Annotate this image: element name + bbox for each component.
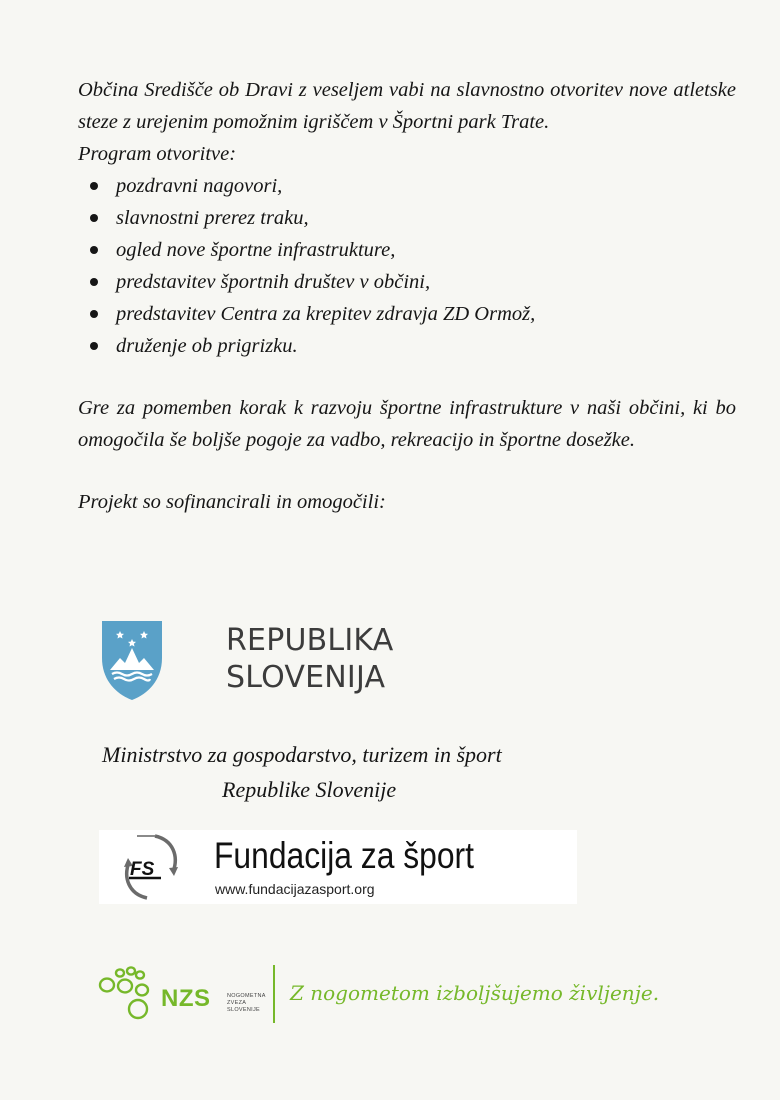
list-item: ogled nove športne infrastrukture, bbox=[78, 234, 736, 266]
fundacija-url: www.fundacijazasport.org bbox=[215, 881, 375, 897]
bullet-icon bbox=[90, 246, 98, 254]
sponsors-label: Projekt so sofinancirali in omogočili: bbox=[78, 491, 386, 513]
republika-slovenija-wordmark: REPUBLIKA SLOVENIJA bbox=[226, 623, 394, 695]
list-item: pozdravni nagovori, bbox=[78, 170, 736, 202]
fs-emblem-icon bbox=[121, 832, 181, 902]
nzs-letters: NZS bbox=[161, 985, 211, 1012]
ministry-name bbox=[100, 737, 540, 807]
ministry-line-1: Ministrstvo za gospodarstvo, turizem in šport bbox=[102, 742, 502, 767]
nzs-slogan: Z nogometom izboljšujemo življenje. bbox=[290, 981, 660, 1005]
divider bbox=[273, 965, 275, 1023]
bullet-icon bbox=[90, 214, 98, 222]
infrastructure-paragraph: Gre za pomemben korak k razvoju športne infrastrukture v naši občini, ki bo omogočila še boljše pogoje za vadbo, rekreacijo in športne dosežke. bbox=[78, 397, 736, 451]
fundacija-title: Fundacija za šport bbox=[214, 835, 475, 876]
bullet-icon bbox=[90, 310, 98, 318]
nzs-logo bbox=[98, 962, 660, 1026]
intro-paragraph: Občina Središče ob Dravi z veseljem vabi na slavnostno otvoritev nove atletske steze z urejenim pomožnim igriščem v Športni park Trate. bbox=[78, 79, 736, 133]
list-item: predstavitev športnih društev v občini, bbox=[78, 266, 736, 298]
program-label: Program otvoritve: bbox=[78, 143, 237, 165]
nzs-full-name: NOGOMETNA ZVEZA SLOVENIJE bbox=[227, 993, 266, 1013]
list-item: druženje ob prigrizku. bbox=[78, 330, 736, 362]
svg-text:FS: FS bbox=[130, 859, 155, 880]
republika-slovenija-logo bbox=[96, 618, 406, 708]
fundacija-za-sport-logo bbox=[99, 830, 577, 904]
slovenia-coat-of-arms-icon bbox=[98, 618, 166, 702]
invitation-text bbox=[78, 74, 736, 518]
list-item: predstavitev Centra za krepitev zdravja ZD Ormož, bbox=[78, 298, 736, 330]
list-item: slavnostni prerez traku, bbox=[78, 202, 736, 234]
bullet-icon bbox=[90, 342, 98, 350]
bullet-icon bbox=[90, 182, 98, 190]
nzs-rings-icon bbox=[98, 964, 160, 1024]
ministry-line-2: Republike Slovenije bbox=[222, 777, 397, 802]
bullet-icon bbox=[90, 278, 98, 286]
program-list bbox=[78, 170, 736, 362]
